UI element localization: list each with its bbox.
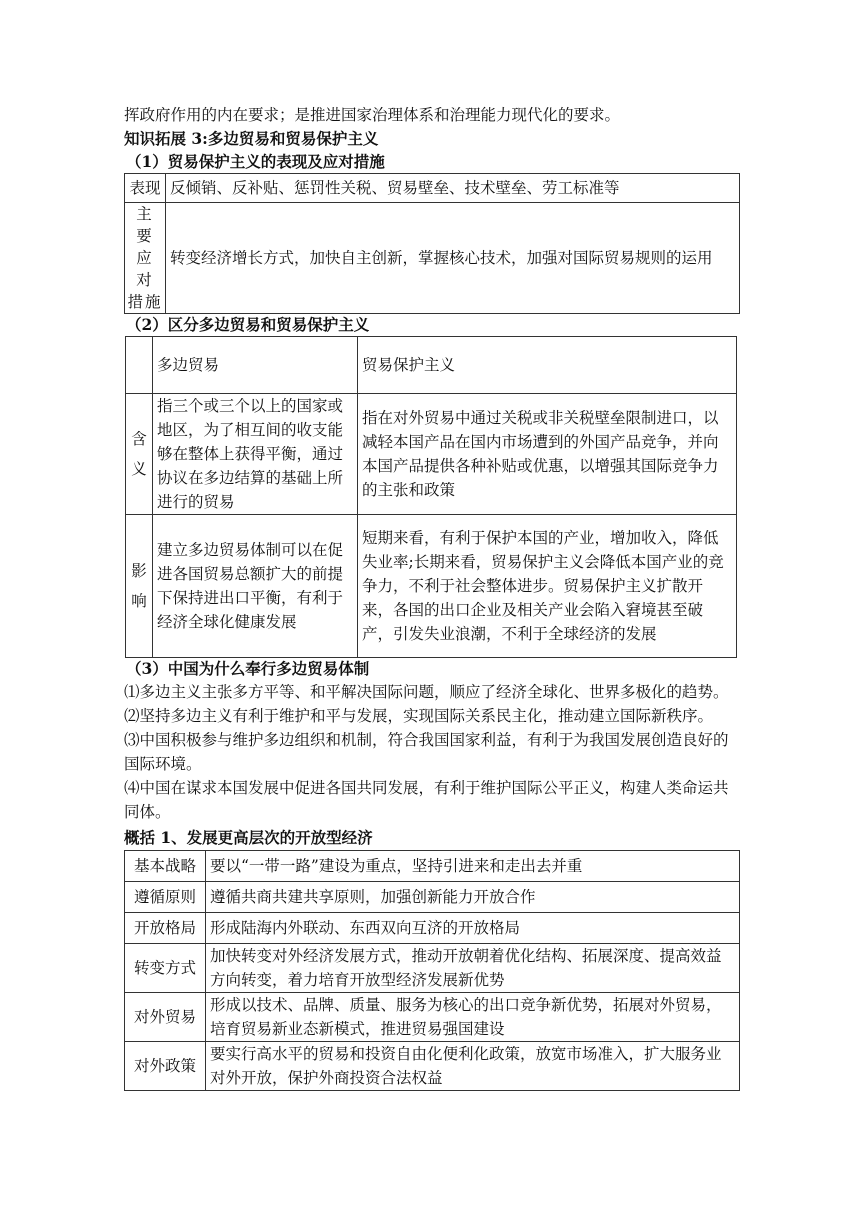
row-text: 形成以技术、品牌、质量、服务为核心的出口竞争新优势，拓展对外贸易，培育贸易新业态新模式，推进贸易强国建设 <box>206 993 740 1042</box>
label-char: 响 <box>131 592 147 610</box>
row-label: 基本战略 <box>125 851 206 882</box>
cell-multilateral-impact: 建立多边贸易体制可以在促进各国贸易总额扩大的前提下保持进出口平衡，有利于经济全球化健康发展 <box>153 515 358 658</box>
intro-line: 挥政府作用的内在要求；是推进国家治理体系和治理能力现代化的要求。 <box>124 106 621 124</box>
protectionism-measures-table <box>124 173 740 314</box>
table-row <box>125 913 740 944</box>
cell-protectionism-definition: 指在对外贸易中通过关税或非关税壁垒限制进口，以减轻本国产品在国内市场遭到的外国产品竞争，并向本国产品提供各种补贴或优惠，以增强其国际竞争力的主张和政策 <box>358 394 737 515</box>
reasons-list <box>124 680 740 824</box>
header-cell-empty <box>126 337 153 394</box>
comparison-table <box>125 336 737 658</box>
open-economy-table <box>124 850 740 1091</box>
row-text-performance: 反倾销、反补贴、惩罚性关税、贸易壁垒、技术壁垒、劳工标准等 <box>166 174 740 203</box>
table-row <box>125 203 740 314</box>
label-char: 影 <box>131 562 147 580</box>
row-label: 转变方式 <box>125 944 206 993</box>
list-item: ⑷中国在谋求本国发展中促进各国共同发展，有利于维护国际公平正义，构建人类命运共同体。 <box>124 779 729 821</box>
table-row <box>125 1042 740 1091</box>
row-label: 遵循原则 <box>125 882 206 913</box>
list-item: ⑶中国积极参与维护多边组织和机制，符合我国国家利益，有利于为我国发展创造良好的国际环境。 <box>124 731 729 773</box>
row-text-measures: 转变经济增长方式，加快自主创新，掌握核心技术，加强对国际贸易规则的运用 <box>166 203 740 314</box>
table-row <box>125 851 740 882</box>
subsection-title-1: （1）贸易保护主义的表现及应对措施 <box>126 152 385 171</box>
row-label-definition <box>126 394 153 515</box>
row-text: 形成陆海内外联动、东西双向互济的开放格局 <box>206 913 740 944</box>
row-label-measures <box>125 203 166 314</box>
list-item: ⑴多边主义主张多方平等、和平解决国际问题，顺应了经济全球化、世界多极化的趋势。 <box>124 683 729 701</box>
label-line: 措施 <box>127 293 163 311</box>
row-text: 遵循共商共建共享原则，加强创新能力开放合作 <box>206 882 740 913</box>
summary-title: 概括 1、发展更高层次的开放型经济 <box>124 828 373 847</box>
table-row-impact <box>126 515 737 658</box>
table-header-row <box>126 337 737 394</box>
table-row <box>125 993 740 1042</box>
subsection-title-3: （3）中国为什么奉行多边贸易体制 <box>126 659 370 678</box>
row-label-impact <box>126 515 153 658</box>
row-label-performance: 表现 <box>125 174 166 203</box>
subsection-title-2: （2）区分多边贸易和贸易保护主义 <box>126 315 370 334</box>
row-text: 要以“一带一路”建设为重点，坚持引进来和走出去并重 <box>206 851 740 882</box>
cell-protectionism-impact: 短期来看，有利于保护本国的产业，增加收入，降低失业率;长期来看，贸易保护主义会降低本国产业的竞争力，不利于社会整体进步。贸易保护主义扩散开来，各国的出口企业及相关产业会陷入窘境甚至破产，引发失业浪潮，不利于全球经济的发展 <box>358 515 737 658</box>
table-row-definition <box>126 394 737 515</box>
header-cell-multilateral: 多边贸易 <box>153 337 358 394</box>
table-row <box>125 944 740 993</box>
table-row <box>125 174 740 203</box>
row-text: 要实行高水平的贸易和投资自由化便利化政策，放宽市场准入，扩大服务业对外开放，保护外商投资合法权益 <box>206 1042 740 1091</box>
row-text: 加快转变对外经济发展方式，推动开放朝着优化结构、拓展深度、提高效益方向转变，着力培育开放型经济发展新优势 <box>206 944 740 993</box>
label-char: 义 <box>131 460 147 478</box>
document-page <box>124 100 740 1091</box>
cell-multilateral-definition: 指三个或三个以上的国家或地区，为了相互间的收支能够在整体上获得平衡，通过协议在多边结算的基础上所进行的贸易 <box>153 394 358 515</box>
row-label: 对外贸易 <box>125 993 206 1042</box>
label-line: 应 对 <box>136 249 154 289</box>
header-cell-protectionism: 贸易保护主义 <box>358 337 737 394</box>
table-row <box>125 882 740 913</box>
row-label: 对外政策 <box>125 1042 206 1091</box>
row-label: 开放格局 <box>125 913 206 944</box>
section-title: 知识拓展 3:多边贸易和贸易保护主义 <box>124 129 379 148</box>
label-line: 主 要 <box>136 205 154 245</box>
list-item: ⑵坚持多边主义有利于维护和平与发展，实现国际关系民主化，推动建立国际新秩序。 <box>124 707 714 725</box>
label-char: 含 <box>131 430 147 448</box>
